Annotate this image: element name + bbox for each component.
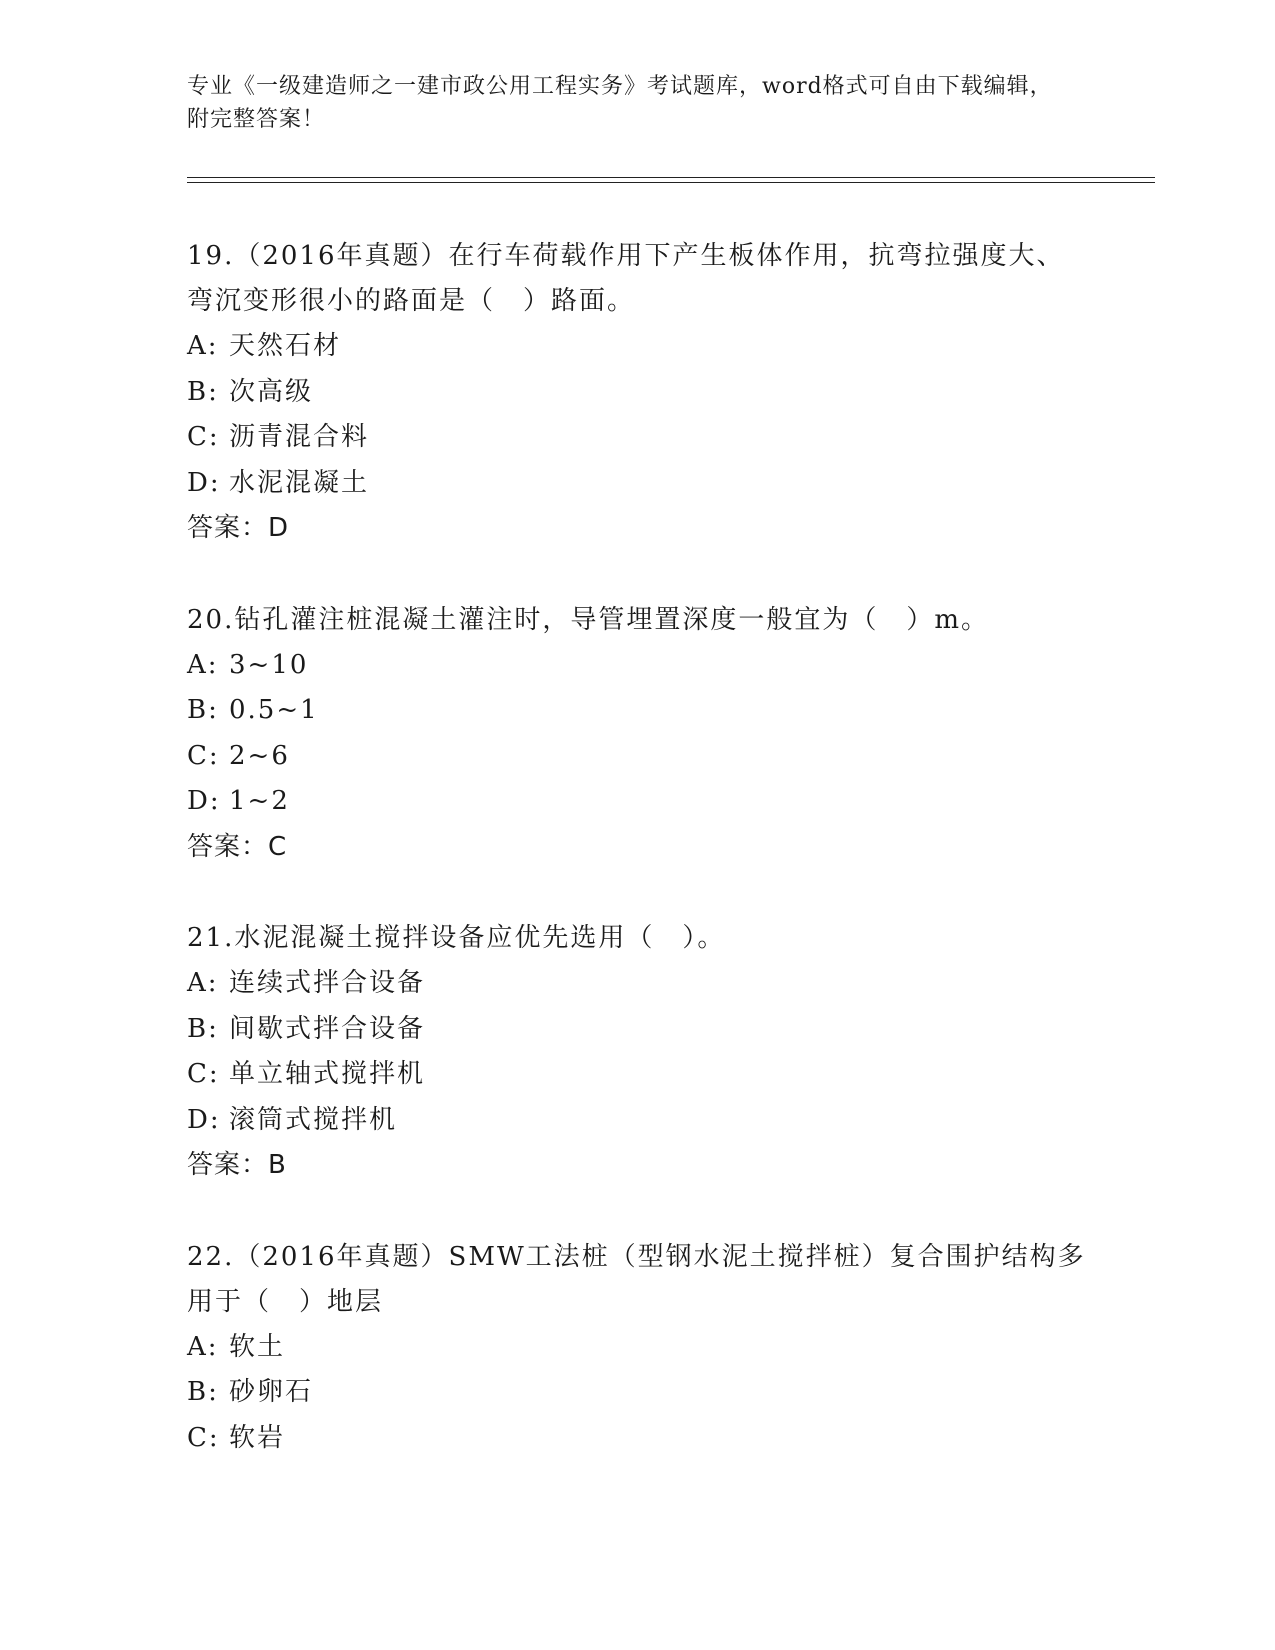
answer: 答案：D	[187, 513, 290, 543]
option-letter: A:	[187, 1331, 219, 1362]
option-b	[187, 688, 1087, 734]
document-header	[187, 70, 1067, 136]
header-text: 专业《一级建造师之一建市政公用工程实务》考试题库，word格式可自由下载编辑，附完整答案！	[187, 74, 1053, 132]
option-text: 沥青混合料	[229, 422, 370, 452]
option-c	[187, 1052, 1087, 1098]
header-divider-bottom	[187, 182, 1155, 183]
question-21	[187, 916, 1087, 1189]
header-divider-top	[187, 177, 1155, 178]
option-letter: D:	[187, 1104, 221, 1135]
option-a	[187, 324, 1087, 370]
option-letter: D:	[187, 467, 221, 498]
option-letter: B:	[187, 1377, 219, 1407]
option-a	[187, 961, 1087, 1007]
question-stem: 21.水泥混凝土搅拌设备应优先选用（ ）。	[187, 923, 726, 953]
option-letter: B:	[187, 695, 219, 725]
option-letter: B:	[187, 1013, 219, 1044]
option-b	[187, 1370, 1087, 1416]
question-list	[187, 234, 1087, 1507]
option-text: 软岩	[229, 1422, 286, 1453]
answer: 答案：C	[187, 831, 288, 862]
option-letter: A:	[187, 968, 219, 998]
question-19	[187, 234, 1087, 552]
option-d	[187, 1098, 1087, 1144]
option-text: 软土	[229, 1331, 286, 1362]
option-letter: B:	[187, 376, 219, 407]
option-d	[187, 779, 1087, 825]
option-letter: D:	[187, 786, 221, 816]
option-c	[187, 734, 1087, 780]
option-letter: C:	[187, 1059, 220, 1089]
option-letter: C:	[187, 422, 220, 452]
option-text: 2~6	[229, 740, 290, 771]
option-d	[187, 461, 1087, 507]
option-a	[187, 643, 1087, 689]
option-text: 1~2	[229, 786, 290, 816]
option-text: 连续式拌合设备	[229, 968, 426, 998]
option-text: 单立轴式搅拌机	[229, 1059, 426, 1089]
option-text: 0.5~1	[229, 695, 319, 725]
option-text: 次高级	[229, 376, 314, 407]
answer: 答案：B	[187, 1150, 287, 1180]
option-a	[187, 1325, 1087, 1371]
option-b	[187, 370, 1087, 416]
option-letter: C:	[187, 1422, 220, 1453]
question-22	[187, 1235, 1087, 1462]
option-text: 3~10	[229, 649, 309, 680]
option-c	[187, 1416, 1087, 1462]
question-stem: 22.（2016年真题）SMW工法桩（型钢水泥土搅拌桩）复合围护结构多用于（ ）地层	[187, 1241, 1086, 1317]
option-letter: C:	[187, 740, 220, 771]
question-stem: 20.钻孔灌注桩混凝土灌注时，导管埋置深度一般宜为（ ）m。	[187, 604, 990, 635]
option-letter: A:	[187, 649, 219, 680]
option-text: 砂卵石	[229, 1377, 314, 1407]
option-b	[187, 1007, 1087, 1053]
question-stem: 19.（2016年真题）在行车荷载作用下产生板体作用，抗弯拉强度大、弯沉变形很小的路面是（ ）路面。	[187, 241, 1065, 316]
option-text: 天然石材	[229, 331, 342, 361]
option-letter: A:	[187, 331, 219, 361]
question-20	[187, 598, 1087, 871]
option-c	[187, 415, 1087, 461]
option-text: 水泥混凝土	[229, 467, 370, 498]
option-text: 滚筒式搅拌机	[229, 1104, 398, 1135]
option-text: 间歇式拌合设备	[229, 1013, 426, 1044]
